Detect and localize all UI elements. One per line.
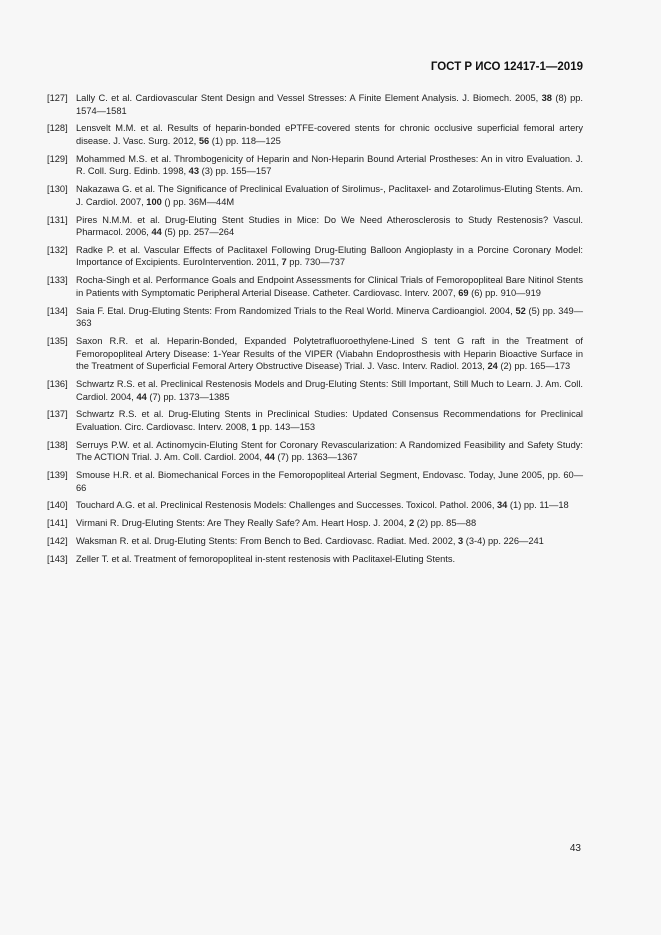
reference-citation: Pires N.M.M. et al. Drug-Eluting Stent Studies in Mice: Do We Need Atherosclerosis to Study Restenosis? Vascul. Pharmacol. 2006, — [76, 214, 583, 238]
reference-item — [47, 244, 583, 269]
reference-volume: 1 — [251, 421, 257, 432]
reference-text — [76, 122, 583, 147]
reference-text — [76, 553, 583, 566]
reference-item — [47, 553, 583, 566]
reference-number: [142] — [47, 536, 68, 547]
reference-text — [76, 153, 583, 178]
reference-citation: Radke P. et al. Vascular Effects of Paclitaxel Following Drug-Eluting Balloon Angioplasty in a Porcine Coronary Model: Importance of Excipients. EuroIntervention. 2011, — [76, 244, 583, 268]
reference-volume: 100 — [146, 196, 162, 207]
reference-pages: (2) pp. 165—173 — [497, 361, 571, 372]
reference-number: [127] — [47, 93, 68, 103]
reference-number: [136] — [47, 378, 68, 389]
reference-item — [47, 92, 583, 117]
reference-citation: Virmani R. Drug-Eluting Stents: Are They Really Safe? Am. Heart Hosp. J. 2004, — [76, 518, 409, 529]
reference-pages: (5) pp. 257—264 — [161, 227, 235, 238]
reference-number: [143] — [47, 553, 68, 564]
reference-item — [47, 408, 583, 433]
reference-number: [131] — [47, 214, 68, 225]
reference-text — [76, 378, 583, 403]
reference-citation: Saxon R.R. et al. Heparin-Bonded, Expanded Polytetrafluoroethylene-Lined S tent G raft in the Treatment of Femoropopliteal Artery Disease: 1-Year Results of the VIPER (Viabahn Endoprosthesis with Heparin Bioactive Surface in the Treatment of Superficial Femoral Artery Obstructive Disease) Trial. J. Vasc. Interv. Radiol. 2013, — [76, 336, 583, 372]
reference-item — [47, 214, 583, 239]
reference-number: [129] — [47, 153, 68, 164]
reference-item — [47, 335, 583, 373]
reference-number: [137] — [47, 409, 68, 420]
reference-volume: 34 — [497, 500, 508, 511]
reference-volume: 69 — [458, 287, 469, 298]
reference-citation: Schwartz R.S. et al. Preclinical Restenosis Models and Drug-Eluting Stents: Still Important, Still Much to Learn. J. Am. Coll. Cardiol. 2004, — [76, 378, 583, 402]
reference-number: [140] — [47, 500, 68, 511]
reference-volume: 44 — [136, 391, 147, 402]
reference-item — [47, 499, 583, 512]
reference-number: [139] — [47, 470, 68, 481]
reference-item — [47, 153, 583, 178]
reference-volume: 44 — [151, 227, 162, 238]
reference-number: [138] — [47, 439, 68, 450]
reference-text — [76, 535, 583, 548]
reference-pages: (3-4) pp. 226—241 — [463, 536, 544, 547]
reference-pages: () pp. 36M—44M — [161, 196, 235, 207]
reference-text — [76, 305, 583, 330]
reference-pages: pp. 730—737 — [286, 257, 346, 268]
reference-citation: Touchard A.G. et al. Preclinical Restenosis Models: Challenges and Successes. Toxicol. Pathol. 2006, — [76, 500, 497, 511]
reference-volume: 56 — [198, 135, 210, 146]
reference-citation: Lally C. et al. Cardiovascular Stent Design and Vessel Stresses: A Finite Element Analysis. J. Biomech. 2005, — [76, 93, 542, 103]
reference-number: [132] — [47, 244, 68, 255]
reference-citation: Schwartz R.S. et al. Drug-Eluting Stents in Preclinical Studies: Updated Consensus Recommendations for Preclinical Evaluation. Circ. Cardiovasc. Interv. 2008, — [76, 409, 583, 432]
reference-citation: Zeller T. et al. Treatment of femoropopliteal in-stent restenosis with Paclitaxel-Eluting Stents. — [76, 553, 456, 564]
reference-item — [47, 274, 583, 299]
reference-text — [76, 499, 583, 512]
reference-item — [47, 122, 583, 147]
reference-pages: (2) pp. 85—88 — [414, 518, 477, 529]
reference-citation: Serruys P.W. et al. Actinomycin-Eluting Stent for Coronary Revascularization: A Randomized Feasibility and Safety Study: The ACTION Trial. J. Am. Coll. Cardiol. 2004, — [76, 439, 583, 463]
page-number: 43 — [569, 843, 581, 854]
reference-text — [76, 92, 583, 117]
reference-volume: 3 — [458, 536, 464, 547]
reference-citation: Nakazawa G. et al. The Significance of Preclinical Evaluation of Sirolimus-, Paclitaxel- and Zotarolimus-Eluting Stents. Am. J. Cardiol. 2007, — [76, 184, 583, 207]
reference-citation: Smouse H.R. et al. Biomechanical Forces in the Femoropopliteal Arterial Segment, Endovasc. Today, June 2005, pp. 60—66 — [76, 470, 583, 493]
reference-text — [76, 183, 583, 208]
reference-pages: (8) pp. 1574—1581 — [76, 93, 584, 116]
reference-pages: (1) pp. 11—18 — [507, 500, 569, 511]
reference-pages: (7) pp. 1363—1367 — [274, 452, 358, 463]
document-standard-header: ГОСТ Р ИСО 12417-1—2019 — [430, 61, 583, 73]
reference-number: [134] — [47, 305, 68, 316]
reference-number: [135] — [47, 336, 68, 346]
reference-volume: 7 — [281, 257, 287, 268]
reference-text — [76, 469, 583, 494]
reference-text — [76, 274, 583, 299]
reference-pages: pp. 143—153 — [256, 421, 316, 432]
reference-volume: 43 — [188, 166, 200, 177]
reference-pages: (7) pp. 1373—1385 — [146, 391, 230, 402]
reference-volume: 44 — [264, 452, 275, 463]
reference-citation: Lensvelt M.M. et al. Results of heparin-bonded ePTFE-covered stents for chronic occlusive superficial femoral artery disease. J. Vasc. Surg. 2012, — [76, 123, 583, 146]
reference-text — [76, 335, 583, 373]
reference-text — [76, 439, 583, 464]
reference-number: [141] — [47, 518, 68, 529]
reference-number: [130] — [47, 184, 68, 195]
reference-text — [76, 214, 583, 239]
reference-volume: 52 — [515, 305, 526, 316]
reference-text — [76, 517, 583, 530]
reference-volume: 24 — [487, 361, 498, 372]
reference-item — [47, 469, 583, 494]
reference-pages: (1) pp. 118—125 — [209, 135, 281, 146]
reference-citation: Mohammed M.S. et al. Thrombogenicity of Heparin and Non-Heparin Bound Arterial Prostheses: An in vitro Evaluation. J. R. Coll. Surg. Edinb. 1998, — [76, 153, 583, 177]
reference-pages: (3) pp. 155—157 — [199, 166, 272, 177]
reference-number: [128] — [47, 123, 68, 134]
reference-item — [47, 439, 583, 464]
reference-item — [47, 305, 583, 330]
reference-citation: Waksman R. et al. Drug-Eluting Stents: From Bench to Bed. Cardiovasc. Radiat. Med. 2002, — [76, 536, 459, 547]
reference-citation: Rocha-Singh et al. Performance Goals and Endpoint Assessments for Clinical Trials of Femoropopliteal Bare Nitinol Stents in Patients with Symptomatic Peripheral Arterial Disease. Catheter. Cardiovasc. Interv. 2007, — [76, 275, 583, 298]
reference-volume: 38 — [541, 93, 552, 103]
reference-pages: (5) pp. 349—363 — [76, 305, 584, 329]
reference-pages: (6) pp. 910—919 — [468, 287, 541, 298]
bibliography-list — [47, 92, 583, 571]
reference-volume: 2 — [408, 518, 415, 529]
reference-text — [76, 244, 583, 269]
reference-citation: Saia F. Etal. Drug-Eluting Stents: From Randomized Trials to the Real World. Minerva Cardioangiol. 2004, — [76, 305, 516, 316]
reference-item — [47, 378, 583, 403]
reference-number: [133] — [47, 275, 68, 286]
reference-item — [47, 535, 583, 548]
reference-text — [76, 408, 583, 433]
reference-item — [47, 517, 583, 530]
reference-item — [47, 183, 583, 208]
